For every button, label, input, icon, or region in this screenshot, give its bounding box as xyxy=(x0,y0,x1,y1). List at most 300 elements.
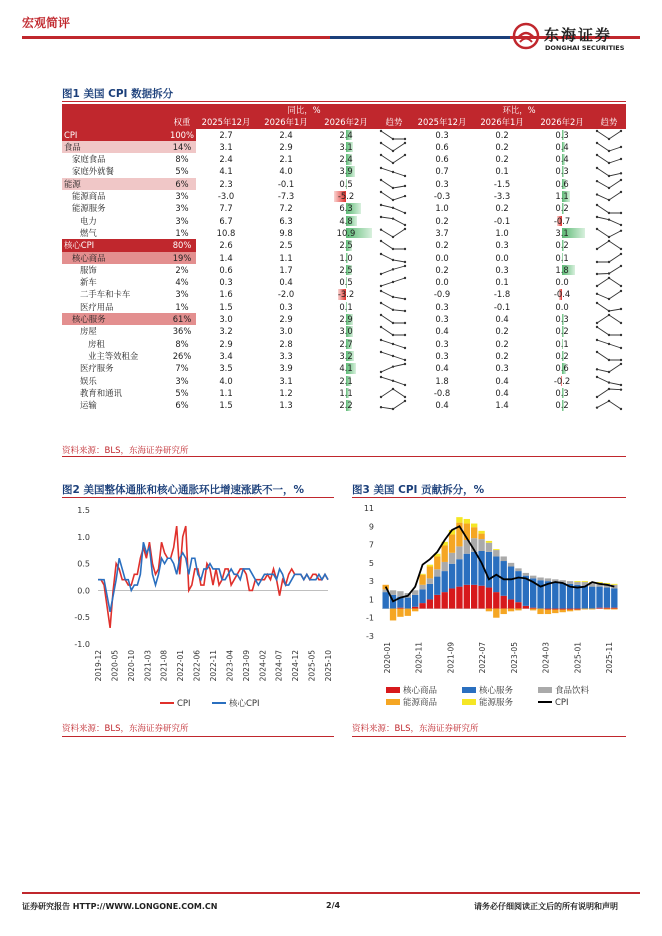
bar-segment xyxy=(456,546,462,559)
yoy-value: 2.3 xyxy=(219,178,233,189)
bar-segment xyxy=(427,599,433,608)
mom-cell xyxy=(472,129,532,141)
yoy-value: 9.8 xyxy=(279,227,293,238)
yoy-value: 4.0 xyxy=(279,166,293,177)
cpi-breakdown-table xyxy=(62,104,626,411)
yoy-value: 2.6 xyxy=(219,240,233,251)
fig3-caption-rule xyxy=(352,497,626,498)
series-line-core-cpi xyxy=(98,542,328,612)
bar-segment xyxy=(442,545,448,561)
mom-value: 0.0 xyxy=(555,277,569,288)
mom-cell xyxy=(412,264,472,276)
bar-segment xyxy=(471,552,477,585)
yoy-cell xyxy=(256,190,316,202)
mom-value: 0.6 xyxy=(555,178,569,189)
mom-cell xyxy=(472,350,532,362)
mom-value: -1.8 xyxy=(493,289,511,300)
mom-value: 3.1 xyxy=(555,227,569,238)
mom-trend-sparkline xyxy=(592,301,626,313)
yoy-cell xyxy=(316,325,376,337)
mom-value: 0.4 xyxy=(435,326,449,337)
yoy-cell xyxy=(196,215,256,227)
row-weight: 3% xyxy=(175,215,189,226)
yoy-cell xyxy=(256,264,316,276)
mom-cell xyxy=(412,190,472,202)
mom-cell xyxy=(412,252,472,264)
yoy-value: 2.8 xyxy=(279,338,293,349)
y-tick-label: 3 xyxy=(368,577,374,587)
bar-segment xyxy=(515,602,521,608)
mom-cell xyxy=(412,202,472,214)
yoy-cell xyxy=(256,239,316,251)
yoy-trend-sparkline xyxy=(376,190,412,202)
mom-value: 0.6 xyxy=(435,141,449,152)
fig1-source-rule xyxy=(62,456,626,457)
bar-segment xyxy=(515,568,521,571)
y-tick-label: 11 xyxy=(363,504,374,513)
yoy-cell xyxy=(316,362,376,374)
yoy-cell xyxy=(196,276,256,288)
x-tick-label: 2020-01 xyxy=(383,642,392,674)
yoy-cell xyxy=(256,350,316,362)
bar-segment xyxy=(456,517,462,522)
table-row xyxy=(62,165,626,177)
mom-cell xyxy=(532,338,592,350)
yoy-value: 2.5 xyxy=(279,240,293,251)
yoy-cell xyxy=(196,227,256,239)
fig3-source-rule xyxy=(352,736,626,737)
bar-segment xyxy=(427,565,433,567)
row-name: 家庭外就餐 xyxy=(72,166,114,177)
x-tick-label: 2025-10 xyxy=(324,650,333,682)
mom-value: -0.9 xyxy=(433,289,451,300)
yoy-trend-sparkline xyxy=(376,313,412,325)
bar-segment xyxy=(434,577,440,595)
mom-value: 1.1 xyxy=(555,191,569,202)
yoy-value: 4.0 xyxy=(219,375,233,386)
mom-value: 0.3 xyxy=(435,129,449,140)
yoy-value: 3.0 xyxy=(339,326,353,337)
yoy-value: 0.4 xyxy=(279,277,293,288)
bar-segment xyxy=(530,608,536,609)
yoy-value: 0.5 xyxy=(339,277,353,288)
mom-cell xyxy=(412,375,472,387)
yoy-cell xyxy=(316,252,376,264)
row-name: 燃气 xyxy=(80,227,97,238)
mom-value: 0.2 xyxy=(435,215,449,226)
yoy-cell xyxy=(316,264,376,276)
legend-label: 核心服务 xyxy=(479,686,514,696)
bar-segment xyxy=(582,609,588,610)
yoy-cell xyxy=(316,215,376,227)
yoy-cell xyxy=(316,178,376,190)
yoy-value: 0.1 xyxy=(339,301,353,312)
mom-value: 0.3 xyxy=(555,166,569,177)
bar-segment xyxy=(567,581,573,584)
mom-value: 0.2 xyxy=(495,350,509,361)
bar-segment xyxy=(464,585,470,609)
table-row xyxy=(62,301,626,313)
mom-trend-header: 趋势 xyxy=(592,116,626,128)
yoy-trend-sparkline xyxy=(376,375,412,387)
mom-cell xyxy=(412,276,472,288)
yoy-trend-sparkline xyxy=(376,202,412,214)
fig2-source-rule xyxy=(62,736,334,737)
yoy-cell xyxy=(316,227,376,239)
yoy-cell xyxy=(196,239,256,251)
row-weight: 1% xyxy=(175,301,189,312)
mom-cell xyxy=(532,178,592,190)
row-weight: 5% xyxy=(175,387,189,398)
header-rule-blue xyxy=(330,36,510,39)
mom-cell xyxy=(412,227,472,239)
mom-trend-sparkline xyxy=(592,129,626,141)
yoy-cell xyxy=(256,301,316,313)
yoy-month-header: 2026年2月 xyxy=(316,116,376,128)
table-row xyxy=(62,264,626,276)
table-row xyxy=(62,375,626,387)
mom-month-header: 2026年1月 xyxy=(472,116,532,128)
y-tick-label: 5 xyxy=(368,558,374,568)
yoy-cell xyxy=(256,227,316,239)
mom-cell xyxy=(412,288,472,300)
yoy-value: 0.6 xyxy=(219,264,233,275)
row-name: 娱乐 xyxy=(80,375,97,386)
yoy-value: 10.8 xyxy=(216,227,236,238)
mom-cell xyxy=(472,264,532,276)
mom-cell xyxy=(412,362,472,374)
mom-value: -1.5 xyxy=(493,178,511,189)
yoy-cell xyxy=(196,165,256,177)
yoy-value: 0.3 xyxy=(219,277,233,288)
yoy-cell xyxy=(196,141,256,153)
mom-trend-sparkline xyxy=(592,165,626,177)
bar-segment xyxy=(412,590,418,595)
yoy-trend-header: 趋势 xyxy=(376,116,412,128)
bar-segment xyxy=(589,587,595,609)
yoy-value: 3.9 xyxy=(339,166,353,177)
yoy-value: 4.1 xyxy=(219,166,233,177)
bar-segment xyxy=(449,535,455,553)
mom-value: 0.2 xyxy=(495,203,509,214)
yoy-cell xyxy=(316,276,376,288)
y-tick-label: 0.0 xyxy=(77,586,90,596)
x-tick-label: 2025-01 xyxy=(573,642,583,674)
yoy-trend-sparkline xyxy=(376,239,412,251)
yoy-cell xyxy=(316,301,376,313)
mom-cell xyxy=(532,313,592,325)
yoy-cell xyxy=(316,350,376,362)
x-tick-label: 2022-11 xyxy=(209,650,218,682)
yoy-cell xyxy=(196,190,256,202)
yoy-cell xyxy=(256,165,316,177)
bar-segment xyxy=(419,575,425,585)
bar-segment xyxy=(515,571,521,602)
mom-value: 0.3 xyxy=(555,129,569,140)
bar-segment xyxy=(508,609,514,612)
mom-value: 0.7 xyxy=(435,166,449,177)
mom-value: 0.3 xyxy=(435,350,449,361)
mom-cell xyxy=(412,338,472,350)
mom-value: 1.0 xyxy=(495,227,509,238)
yoy-value: 3.0 xyxy=(279,326,293,337)
y-tick-label: -0.5 xyxy=(74,613,90,623)
weight-header: 权重 xyxy=(168,116,196,128)
table-row xyxy=(62,387,626,399)
y-tick-label: 0.5 xyxy=(77,559,90,569)
yoy-cell xyxy=(196,387,256,399)
mom-value: -0.1 xyxy=(493,215,511,226)
row-weight: 2% xyxy=(175,264,189,275)
row-weight: 26% xyxy=(172,350,192,361)
yoy-cell xyxy=(256,141,316,153)
bar-segment xyxy=(545,609,551,614)
bar-segment xyxy=(427,584,433,600)
mom-value: 0.3 xyxy=(555,314,569,325)
bar-segment xyxy=(390,590,396,595)
fig1-caption: 图1 美国 CPI 数据拆分 xyxy=(62,88,174,100)
yoy-cell xyxy=(256,338,316,350)
legend-label: 核心CPI xyxy=(229,699,260,709)
mom-value: 0.4 xyxy=(495,387,509,398)
mom-cell xyxy=(472,399,532,411)
bar-segment xyxy=(508,563,514,567)
fig2-caption: 图2 美国整体通胀和核心通胀环比增速涨跌不一，% xyxy=(62,484,304,496)
mom-value: 0.2 xyxy=(435,264,449,275)
fig3-source: 资料来源：BLS，东海证券研究所 xyxy=(352,724,479,734)
bar-segment xyxy=(611,584,617,585)
bar-segment xyxy=(419,589,425,603)
yoy-value: 2.1 xyxy=(339,375,353,386)
mom-value: -0.1 xyxy=(493,301,511,312)
row-name: 业主等效租金 xyxy=(88,350,139,361)
row-name: 医疗用品 xyxy=(80,301,114,312)
mom-value: 0.4 xyxy=(495,314,509,325)
yoy-value: 2.4 xyxy=(279,129,293,140)
row-weight: 3% xyxy=(175,203,189,214)
mom-value: 0.3 xyxy=(435,314,449,325)
bar-segment xyxy=(427,567,433,579)
bar-segment xyxy=(383,592,389,608)
table-row xyxy=(62,276,626,288)
bar-segment xyxy=(478,586,484,609)
bar-segment xyxy=(486,543,492,552)
yoy-value: 4.1 xyxy=(339,363,353,374)
bar-segment xyxy=(611,608,617,609)
mom-cell xyxy=(532,165,592,177)
yoy-trend-sparkline xyxy=(376,215,412,227)
table-header-columns xyxy=(62,116,626,128)
yoy-cell xyxy=(256,129,316,141)
mom-cell xyxy=(532,153,592,165)
row-name: 新车 xyxy=(80,277,97,288)
mom-value: 0.2 xyxy=(555,400,569,411)
legend-swatch xyxy=(386,699,400,705)
bar-segment xyxy=(604,608,610,609)
table-row xyxy=(62,239,626,251)
mom-value: 0.3 xyxy=(495,240,509,251)
mom-trend-sparkline xyxy=(592,227,626,239)
row-weight: 7% xyxy=(175,363,189,374)
yoy-cell xyxy=(316,313,376,325)
yoy-value: 3.0 xyxy=(219,314,233,325)
mom-value: 0.3 xyxy=(495,264,509,275)
yoy-trend-sparkline xyxy=(376,153,412,165)
y-tick-label: 9 xyxy=(368,522,374,532)
bar-segment xyxy=(456,559,462,586)
x-tick-label: 2024-03 xyxy=(541,642,551,674)
bar-segment xyxy=(419,585,425,590)
bar-segment xyxy=(405,609,411,616)
mom-value: 0.6 xyxy=(555,363,569,374)
yoy-value: 2.5 xyxy=(339,264,353,275)
table-row xyxy=(62,153,626,165)
legend-label: 食品饮料 xyxy=(555,686,590,696)
yoy-value: 3.5 xyxy=(219,363,233,374)
mom-cell xyxy=(472,215,532,227)
bar-segment xyxy=(478,531,484,534)
mom-value: 0.2 xyxy=(495,154,509,165)
yoy-value: 0.5 xyxy=(339,178,353,189)
legend-label: CPI xyxy=(555,698,569,708)
row-name: 电力 xyxy=(80,215,97,226)
row-weight: 5% xyxy=(175,166,189,177)
row-name: 房屋 xyxy=(80,326,97,337)
table-row xyxy=(62,399,626,411)
table-row xyxy=(62,215,626,227)
mom-value: 0.1 xyxy=(555,252,569,263)
bar-segment xyxy=(530,576,536,579)
yoy-cell xyxy=(196,313,256,325)
y-tick-label: -1.0 xyxy=(74,640,90,649)
bar-segment xyxy=(412,609,418,612)
mom-month-header: 2026年2月 xyxy=(532,116,592,128)
legend-swatch xyxy=(386,687,400,693)
yoy-trend-sparkline xyxy=(376,165,412,177)
mom-value: -0.4 xyxy=(553,289,571,300)
yoy-cell xyxy=(256,252,316,264)
yoy-value: 7.7 xyxy=(219,203,233,214)
footer-page: 2/4 xyxy=(326,901,341,910)
table-row xyxy=(62,190,626,202)
yoy-cell xyxy=(196,338,256,350)
fig2-caption-rule xyxy=(62,497,334,498)
mom-cell xyxy=(472,313,532,325)
mom-value: 0.3 xyxy=(435,338,449,349)
bar-segment xyxy=(427,578,433,583)
y-tick-label: -3 xyxy=(366,632,374,641)
mom-trend-sparkline xyxy=(592,288,626,300)
yoy-cell xyxy=(256,387,316,399)
logo-mark-icon xyxy=(512,22,540,50)
row-name: 家庭食品 xyxy=(72,154,106,165)
yoy-value: -3.0 xyxy=(217,191,235,202)
mom-cell xyxy=(532,276,592,288)
bar-segment xyxy=(397,609,403,617)
mom-cell xyxy=(412,178,472,190)
mom-trend-sparkline xyxy=(592,362,626,374)
bar-segment xyxy=(464,554,470,585)
mom-value: 1.8 xyxy=(555,264,569,275)
mom-cell xyxy=(472,141,532,153)
bar-segment xyxy=(552,609,558,610)
legend-label: 能源商品 xyxy=(403,698,438,708)
header-section-title: 宏观简评 xyxy=(22,16,71,30)
row-name: 核心CPI xyxy=(62,239,168,251)
row-name: 运输 xyxy=(80,400,97,411)
mom-cell xyxy=(532,239,592,251)
yoy-cell xyxy=(316,202,376,214)
yoy-value: 2.4 xyxy=(339,129,353,140)
bar-segment xyxy=(508,599,514,608)
table-row xyxy=(62,350,626,362)
fig3-caption: 图3 美国 CPI 贡献拆分，% xyxy=(352,484,485,496)
mom-cell xyxy=(472,325,532,337)
mom-cell xyxy=(532,264,592,276)
yoy-value: 3.9 xyxy=(279,363,293,374)
yoy-trend-sparkline xyxy=(376,288,412,300)
legend-swatch xyxy=(462,687,476,693)
row-name: 房租 xyxy=(88,338,105,349)
mom-cell xyxy=(412,129,472,141)
legend-label: 核心商品 xyxy=(403,686,438,696)
bar-segment xyxy=(545,609,551,610)
mom-value: 0.4 xyxy=(435,363,449,374)
yoy-value: 3.2 xyxy=(219,326,233,337)
bar-segment xyxy=(552,609,558,613)
yoy-value: 3.1 xyxy=(339,141,353,152)
yoy-cell xyxy=(256,178,316,190)
mom-cell xyxy=(412,215,472,227)
bar-segment xyxy=(611,588,617,607)
mom-value: -0.3 xyxy=(433,191,451,202)
mom-cell xyxy=(472,288,532,300)
mom-trend-sparkline xyxy=(592,190,626,202)
row-weight: 100% xyxy=(168,129,196,141)
yoy-value: 10.9 xyxy=(336,227,356,238)
mom-cell xyxy=(532,288,592,300)
mom-value: 0.0 xyxy=(495,252,509,263)
mom-value: 0.3 xyxy=(495,363,509,374)
yoy-cell xyxy=(196,129,256,141)
mom-cell xyxy=(532,325,592,337)
table-row xyxy=(62,325,626,337)
mom-value: 0.0 xyxy=(435,277,449,288)
mom-trend-sparkline xyxy=(592,387,626,399)
mom-cell xyxy=(532,202,592,214)
mom-cell xyxy=(472,252,532,264)
mom-value: 0.4 xyxy=(495,375,509,386)
yoy-trend-sparkline xyxy=(376,129,412,141)
footer-rule xyxy=(22,892,640,894)
footer-left: 证券研究报告 HTTP://WWW.LONGONE.COM.CN xyxy=(22,902,218,911)
mom-trend-sparkline xyxy=(592,276,626,288)
bar-segment xyxy=(560,609,566,610)
yoy-cell xyxy=(316,239,376,251)
x-tick-label: 2021-08 xyxy=(159,650,169,682)
mom-cell xyxy=(532,129,592,141)
mom-value: -3.3 xyxy=(493,191,511,202)
mom-value: 0.3 xyxy=(435,301,449,312)
footer-disclaimer: 请务必仔细阅读正文后的所有说明和声明 xyxy=(474,902,618,911)
mom-value: 0.4 xyxy=(435,400,449,411)
y-tick-label: -1 xyxy=(366,613,374,623)
fig2-source: 资料来源：BLS，东海证券研究所 xyxy=(62,724,189,734)
row-weight: 1% xyxy=(175,227,189,238)
yoy-value: 0.3 xyxy=(279,301,293,312)
mom-month-header: 2025年12月 xyxy=(412,116,472,128)
yoy-trend-sparkline xyxy=(376,252,412,264)
